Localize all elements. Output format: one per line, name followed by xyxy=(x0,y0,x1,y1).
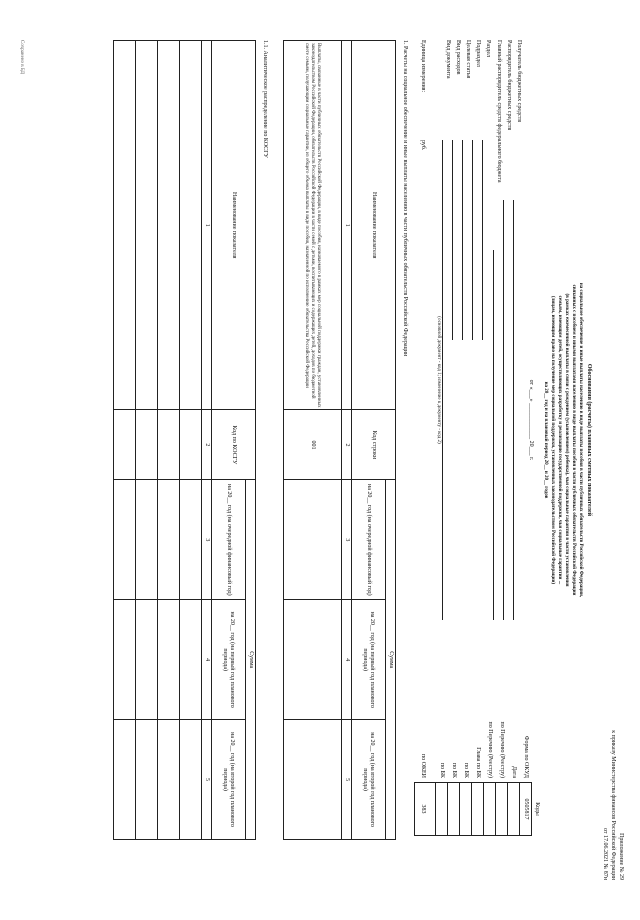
s11-num-3: 3 xyxy=(202,480,212,600)
codes-bk1-label: Глава по БК xyxy=(475,747,481,778)
s11-cell xyxy=(180,600,202,720)
codes-form-label: Форма по ОКУД xyxy=(523,735,529,778)
codes-bk4-label: по БК xyxy=(439,762,445,778)
s11-cell xyxy=(136,410,158,480)
s11-col-y1: на 20__ год (на первый год планового периода) xyxy=(212,600,246,720)
form-sheet xyxy=(0,20,640,900)
s11-num-4: 4 xyxy=(202,600,212,720)
codes-date-label: Дата xyxy=(511,766,517,778)
s1-row-text: Выплаты, связанные в части публичных обязательств Российской Федерации, в виде пособия, назначаемого в рамках мер социальной поддержки граждан, установленных законодательством Российской Федерации, обязательств Российской Федерации в части семей с детьми, воспитывающих и содержащих детей, доходов по бюджетной смете семьям, получающим социальные гарантии, из общего объема выплаты в виде пособия, назначенной по исполнению обязательства Российской Федерации xyxy=(284,41,342,410)
s11-col-sum: Сумма xyxy=(246,480,256,840)
s1-num-2: 2 xyxy=(342,410,352,480)
label-gr: Главный распорядитель средств федерального бюджета xyxy=(496,40,502,183)
section11-table xyxy=(113,40,256,840)
s11-cell xyxy=(180,410,202,480)
s11-row xyxy=(136,41,158,410)
s1-num-1: 1 xyxy=(342,41,352,410)
s1-col-name: Наименование показателя xyxy=(352,41,396,410)
s11-cell xyxy=(180,480,202,600)
heading-line5: семьям, имеющим детей, осуществляющих разработку и реализацию государственной поддержки, чьи социальные гарантии ... xyxy=(557,295,562,585)
codes-form-code: 0505817 xyxy=(523,798,529,820)
s11-row xyxy=(158,41,180,410)
s11-row xyxy=(180,41,202,410)
label-unit: Единица измерения: xyxy=(420,40,426,93)
s1-row-y2 xyxy=(284,720,342,840)
s11-cell xyxy=(158,410,180,480)
heading-line6: (лицам, имеющим право на получение мер социальной поддержки, установленных законодательством Российской Федерации) xyxy=(550,295,555,585)
s11-cell xyxy=(136,480,158,600)
label-target: Целевая статья xyxy=(465,40,471,79)
codes-okei-code: 383 xyxy=(420,804,426,814)
s11-cell xyxy=(158,480,180,600)
label-subsection: Подраздел xyxy=(475,40,481,67)
section1-title: 1. Расчеты на социальное обеспечение и иные выплаты населению в части публичных обязательств Российской Федерации xyxy=(402,40,408,357)
s1-row-y0 xyxy=(284,480,342,600)
s1-col-line-code: Код строки xyxy=(352,410,396,480)
appendix-title: Приложение № 29 xyxy=(618,833,624,880)
s11-cell xyxy=(114,720,136,840)
codes-box xyxy=(414,782,532,836)
label-institution: Распорядитель бюджетных средств xyxy=(506,40,512,131)
s1-num-4: 4 xyxy=(342,600,352,720)
s11-num-2: 2 xyxy=(202,410,212,480)
heading-line2: на социальное обеспечение и иные выплаты населению в виде выплаты пособия в части публичных обязательств Российской Федерации, xyxy=(578,282,583,598)
s11-cell xyxy=(180,720,202,840)
s11-cell xyxy=(114,480,136,600)
s11-col-y2: на 20__ год (на второй год планового периода) xyxy=(212,720,246,840)
codes-bk3-label: по БК xyxy=(451,762,457,778)
s1-col-y1: на 20__ год (на первый год планового периода) xyxy=(352,600,386,720)
appendix-line1: к приказу Министерства финансов Российской Федерации xyxy=(610,730,616,880)
heading-line7: на 20__ год и на плановый период 20__ и 20__ годов xyxy=(543,381,548,499)
appendix-line2: от 17.06.2021 № 87н xyxy=(602,828,608,880)
s11-cell xyxy=(114,600,136,720)
s1-col-sum: Сумма xyxy=(386,480,396,840)
s1-col-y2: на 20__ год (на второй год планового периода) xyxy=(352,720,386,840)
codes-bk2-label: по БК xyxy=(463,762,469,778)
label-doc-type: Вид документа xyxy=(445,40,451,79)
s11-cell xyxy=(136,720,158,840)
heading-date: от «___» ____________ 20___ г. xyxy=(528,379,534,461)
s11-cell xyxy=(136,600,158,720)
label-section: Раздел xyxy=(485,40,491,57)
s11-col-kosgu: Код по КОСГУ xyxy=(212,410,256,480)
s11-num-5: 5 xyxy=(202,720,212,840)
s11-cell xyxy=(158,600,180,720)
s1-num-3: 3 xyxy=(342,480,352,600)
label-recipient: Получатель бюджетных средств xyxy=(516,40,522,123)
heading-line3: связанных с пособием и иными выплатами населению в виде выплаты пособия в части публичных обязательств Российской Федерации xyxy=(571,284,576,596)
s1-num-5: 5 xyxy=(342,720,352,840)
s11-num-1: 1 xyxy=(202,41,212,410)
heading-line1: Обоснования (расчеты) плановых сметных показателей xyxy=(586,363,592,517)
section11-title: 1.1. Аналитическое распределение по КОСГУ xyxy=(262,40,268,158)
label-doc-hint: (основной документ - код 1; изменение к документу - код 2) xyxy=(436,316,441,444)
codes-okei-label: по ОКЕИ xyxy=(420,753,426,778)
label-unit-value: руб. xyxy=(420,140,426,151)
s11-row xyxy=(114,41,136,410)
s1-row-y1 xyxy=(284,600,342,720)
footer-stamp: Сохранено в БД xyxy=(19,40,24,74)
s11-col-name: Наименование показателя xyxy=(212,41,256,410)
section1-table xyxy=(283,40,396,840)
s1-row-code: 001 xyxy=(284,410,342,480)
label-exp-type: Вид расходов xyxy=(455,40,461,75)
s11-col-y0: на 20__ год (на очередной финансовый год) xyxy=(212,480,246,600)
s11-cell xyxy=(158,720,180,840)
codes-reg1-label: по Перечню (Реестру) xyxy=(499,721,505,778)
s11-cell xyxy=(114,410,136,480)
s1-col-y0: на 20__ год (на очередной финансовый год) xyxy=(352,480,386,600)
heading-line4: (в рамках ежемесячной выплаты в связи с рождением (усыновлением) ребенка), чьи социальные гарантии в части установления xyxy=(564,293,569,587)
codes-header: Коды xyxy=(534,802,540,816)
codes-reg2-label: по Перечню (Реестру) xyxy=(487,721,493,778)
